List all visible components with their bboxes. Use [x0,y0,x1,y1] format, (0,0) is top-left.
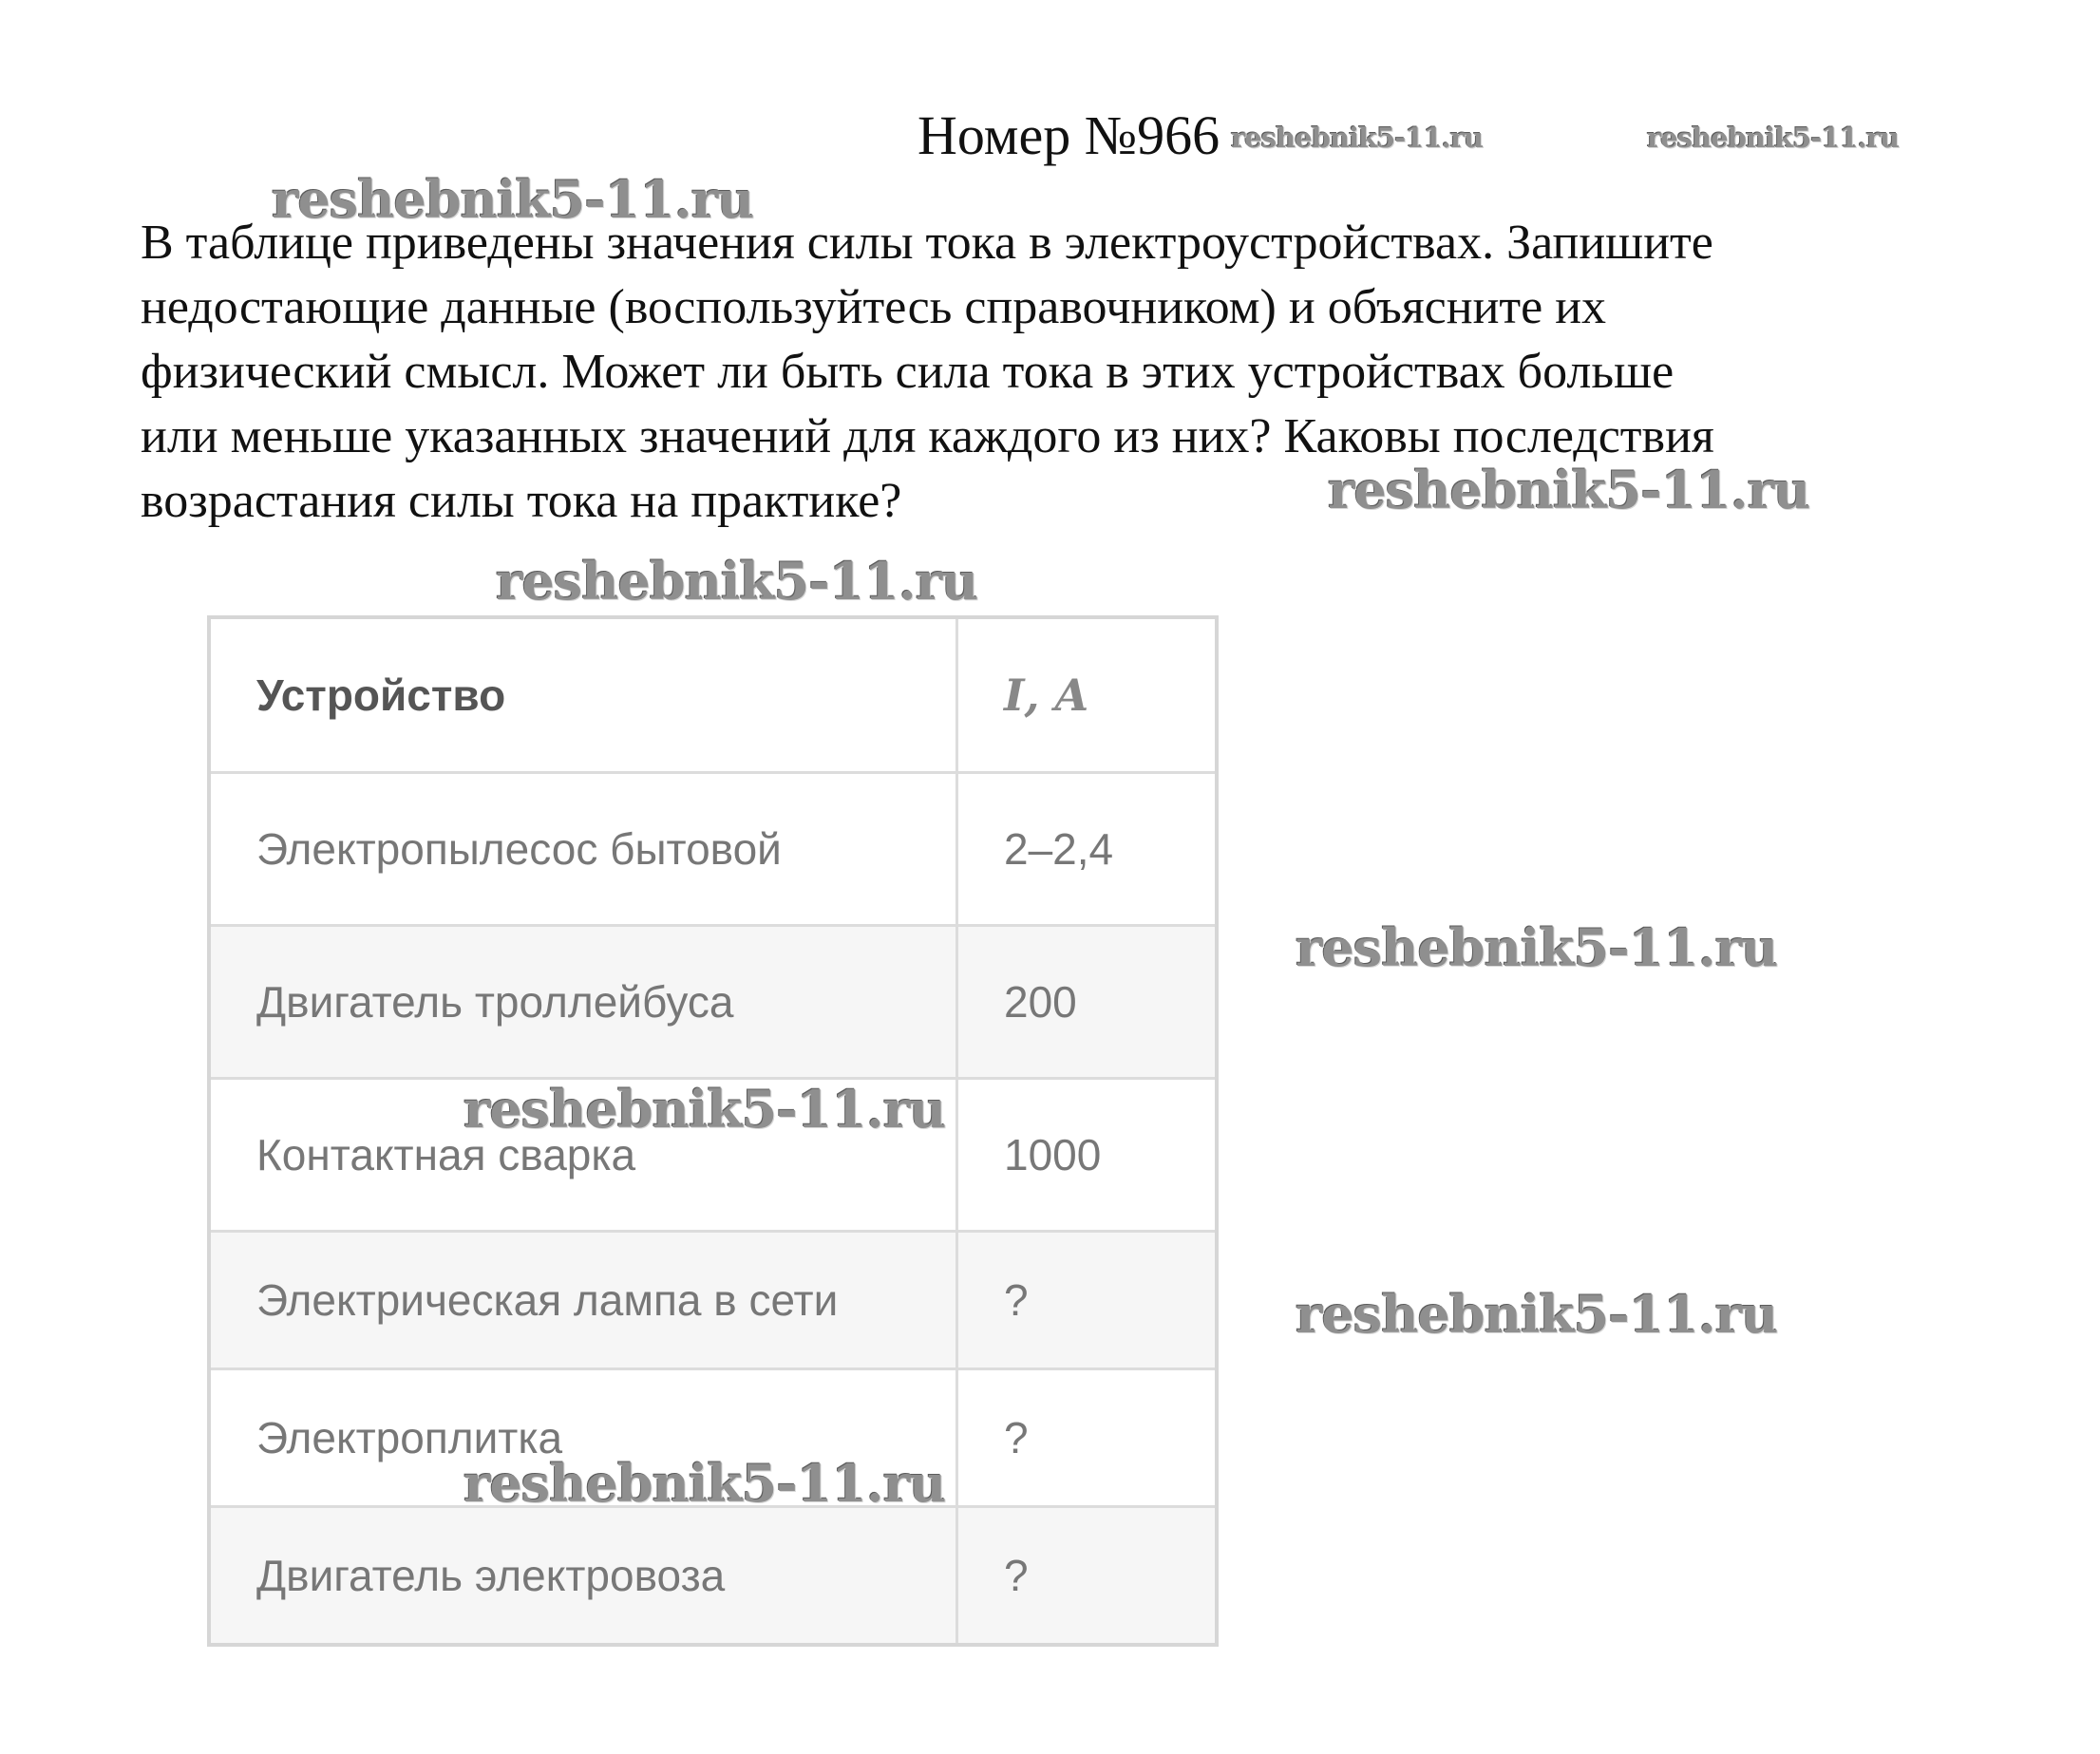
task-line-2: недостающие данные (воспользуйтесь справочником) и объясните их [141,280,1607,334]
device-cell: Электрическая лампа в сети [209,1232,956,1369]
task-line-5: возрастания силы тока на практике? [141,474,902,528]
table-row [209,1507,1217,1646]
current-cell: 1000 [956,1079,1217,1232]
table-row [209,773,1217,926]
current-cell: ? [956,1369,1217,1507]
header-current: I, A [956,617,1217,773]
watermark-right-2: reshebnik5-11.ru [1296,1284,1778,1345]
watermark-above-text: reshebnik5-11.ru [272,169,754,230]
task-line-4: или меньше указанных значений для каждого из них? Каковы последствия [141,409,1714,463]
header-device: Устройство [209,617,956,773]
table-row [209,926,1217,1079]
watermark-after-text: reshebnik5-11.ru [1328,460,1810,520]
task-line-1: В таблице приведены значения силы тока в электроустройствах. Запишите [141,216,1713,270]
device-cell: Электропылесос бытовой [209,773,956,926]
table-header-row [209,617,1217,773]
current-cell: 200 [956,926,1217,1079]
watermark-table-row-3: reshebnik5-11.ru [464,1079,946,1140]
watermark-top-right: reshebnik5-11.ru [1647,122,1900,154]
current-cell: ? [956,1232,1217,1369]
watermark-table-row-5: reshebnik5-11.ru [464,1453,946,1514]
watermark-right-1: reshebnik5-11.ru [1296,917,1778,978]
device-cell: Контактная сварка [209,1079,956,1232]
table-row [209,1232,1217,1369]
device-cell: Электроплитка [209,1369,956,1507]
current-cell: ? [956,1507,1217,1646]
page-title: Номер №966 [918,104,1220,166]
watermark-top-center: reshebnik5-11.ru [1231,122,1484,154]
task-line-3: физический смысл. Может ли быть сила тока в этих устройствах больше [141,345,1674,399]
current-cell: 2–2,4 [956,773,1217,926]
device-cell: Двигатель электровоза [209,1507,956,1646]
device-cell: Двигатель троллейбуса [209,926,956,1079]
watermark-above-table: reshebnik5-11.ru [496,551,978,612]
